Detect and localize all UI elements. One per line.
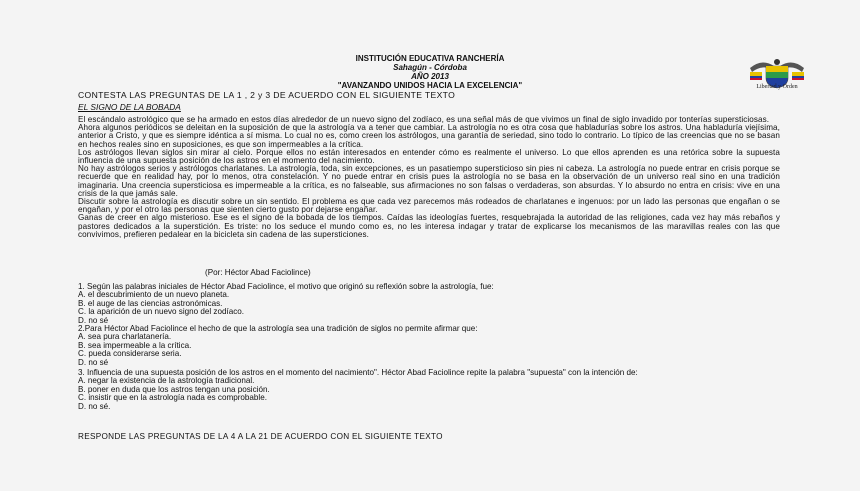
instruction-text: CONTESTA LAS PREGUNTAS DE LA 1 , 2 y 3 DE ACUERDO CON EL SIGUIENTE TEXTO [78,90,456,100]
answer-option: B. el auge de las ciencias astronómicas. [78,298,223,308]
document-header [0,54,860,90]
answer-option: C. insistir que en la astrología nada es comprobable. [78,393,267,403]
author-credit: (Por: Héctor Abad Faciolince) [205,268,311,277]
answer-option: A. el descubrimiento de un nuevo planeta. [78,290,230,300]
answer-option: D. no sé [78,357,109,367]
reading-body [78,116,780,239]
paragraph: El escándalo astrológico que se ha armado en estos días alrededor de un nuevo signo del zodíaco, es una señal más de que vivimos un final de siglo invadido por tonterías supersticiosas. [78,115,770,124]
school-year: AÑO 2013 [411,72,449,81]
question-1 [78,283,782,325]
institution-name: INSTITUCIÓN EDUCATIVA RANCHERÍA [355,54,505,63]
next-section-instruction: RESPONDE LAS PREGUNTAS DE LA 4 A LA 21 DE ACUERDO CON EL SIGUIENTE TEXTO [78,432,443,441]
answer-option: D. no sé [78,315,109,325]
answer-option: C. pueda considerarse seria. [78,349,182,359]
answer-option: A. negar la existencia de la astrología tradicional. [78,376,255,386]
answer-option: B. sea impermeable a la crítica. [78,340,192,350]
answer-option: B. poner en duda que los astros tengan una posición. [78,384,270,394]
question-prompt: 1. Según las palabras iniciales de Héctor Abad Faciolince, el motivo que originó su reflexión sobre la astrología, fue: [78,282,494,291]
institution-location: Sahagún - Córdoba [393,63,467,72]
logo-caption: Libertad y Orden [756,84,798,90]
answer-option: D. no sé. [78,401,111,411]
paragraph: Ahora algunos periódicos se deleitan en la suposición de que la astrología va a tener que cambiar. La astrología no es otra cosa que habladurías sobre los astros. Una habladuría viejísima, anterior a Cristo, y que es siempre idéntica a sí misma. Lo cual no es, como creen los astrólogos, una garantía de seriedad, sino todo lo contrario. Lo típico de las creencias que no se basan en hechos reales sino en suposiciones, es que son impermeables a la crítica. [78,123,780,149]
paragraph: No hay astrólogos serios y astrólogos charlatanes. La astrología, toda, sin excepciones, es un pasatiempo supersticioso sin pies ni cabeza. La astrología no puede entrar en crisis porque se recuerde que en realidad hay, por lo menos, otra constelación. Y no puede entrar en crisis pues la astrología no se basa en la observación de un universo real sino en una tradición imaginaria. Una creencia supersticiosa es impermeable a la crítica, es no falseable, sus afirmaciones no son falsas o verdaderas, son absurdas. Y lo absurdo no entra en crisis: vive en una crisis de la que jamás sale. [78,164,780,198]
institution-motto: "AVANZANDO UNIDOS HACIA LA EXCELENCIA" [337,81,523,90]
reading-title: EL SIGNO DE LA BOBADA [78,102,181,112]
paragraph: Los astrólogos llevan siglos sin mirar al cielo. Porque ellos no están interesados en entender cómo es realmente el universo. Lo que ellos aprenden es una retórica sobre la supuesta influencia de una supuesta posición de los astros en el momento del nacimiento. [78,147,780,166]
paragraph: Discutir sobre la astrología es discutir sobre un sin sentido. El problema es que cada vez parecemos más rodeados de charlatanes e ingenuos: por un lado las personas que engañan o se engañan, y por el otro las personas que sienten cierto gusto por dejarse engañar. [78,197,780,215]
answer-option: C. la aparición de un nuevo signo del zodíaco. [78,307,245,317]
paragraph: Ganas de creer en algo misterioso. Ese es el signo de la bobada de los tiempos. Caídas las ideologías fuertes, resquebrajada la autoridad de las religiones, cada vez hay más rebaños y pastores dedicados a la superstición. Es triste: no los seduce el mundo como es, no les interesa indagar y tratar de explicarse los mecanismos de las maravillas reales con las que convivimos, prefieren pedalear en la bicicleta sin cadena de las supersticiones. [78,213,780,239]
answer-option: A. sea pura charlatanería. [78,332,172,342]
question-2 [78,325,782,367]
question-prompt: 2.Para Héctor Abad Faciolince el hecho de que la astrología sea una tradición de siglos no permite afirmar que: [78,324,478,333]
question-3 [78,369,782,411]
question-prompt: 3. Influencia de una supuesta posición de los astros en el momento del nacimiento". Héctor Abad Faciolince repite la palabra "supuesta" con la intención de: [78,368,638,377]
